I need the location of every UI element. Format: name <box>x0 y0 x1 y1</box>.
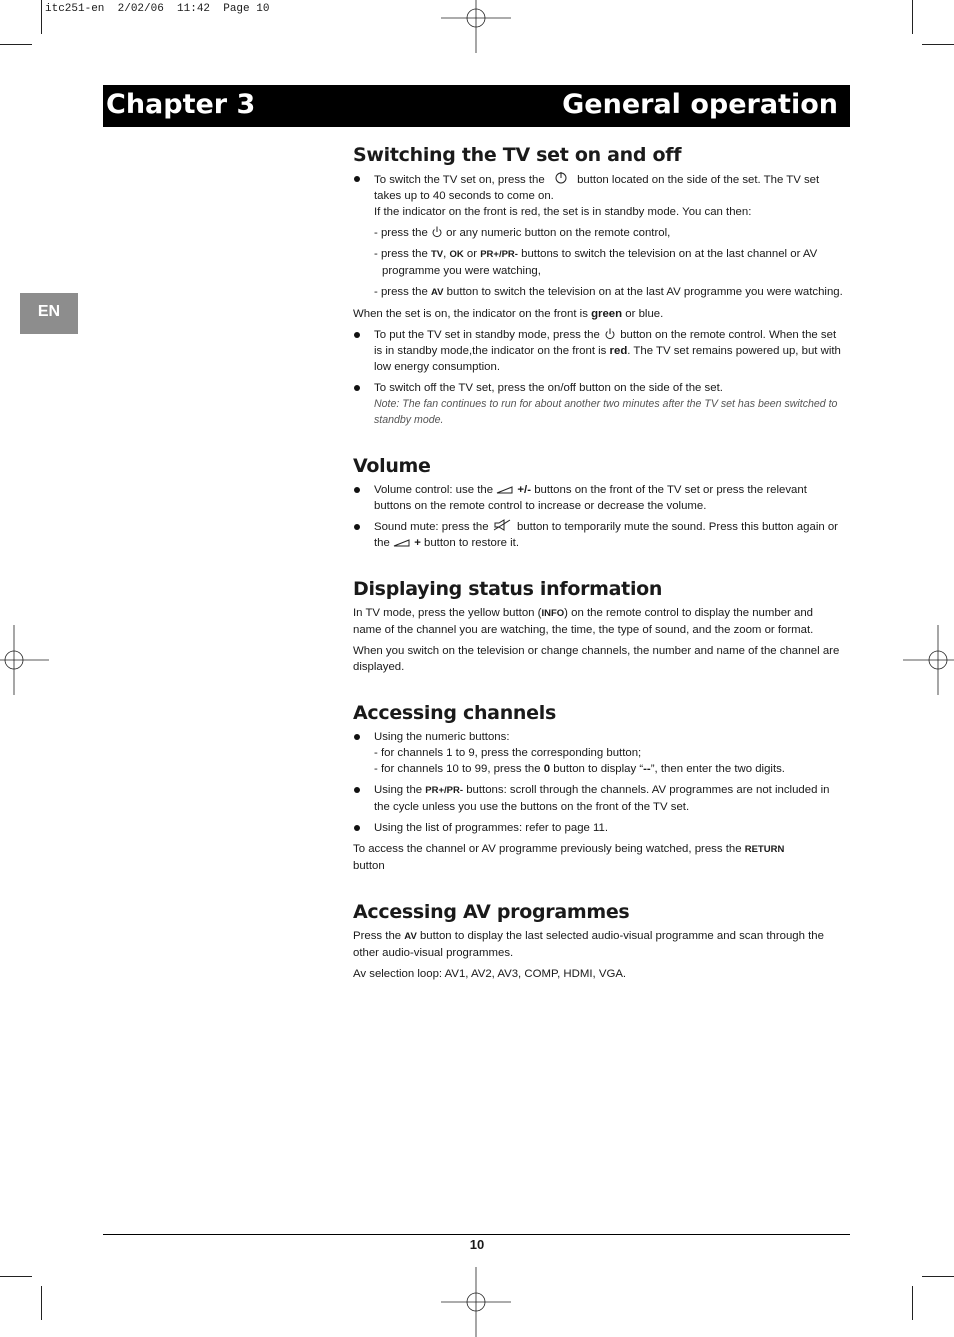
note: Note: The fan continues to run for about another two minutes after the TV set has been switched to standby mode. <box>374 398 838 426</box>
standby-icon <box>603 327 617 340</box>
volume-ramp-icon <box>496 485 514 495</box>
bullet-switch-off: To switch off the TV set, press the on/off button on the side of the set. Note: The fan continues to run for about another two minutes after the TV set has been switched to standby mode. <box>353 380 843 428</box>
bullet-volume-control: Volume control: use the +/- buttons on the front of the TV set or press the relevant buttons on the remote control to increase or decrease the volume. <box>353 482 843 514</box>
section-volume <box>353 454 843 551</box>
chapter-header <box>103 85 850 127</box>
section-av-programmes <box>353 900 843 982</box>
section-heading-channels: Accessing channels <box>353 702 556 724</box>
section-status-info <box>353 577 843 675</box>
section-heading-volume: Volume <box>353 455 431 477</box>
registration-mark-bottom <box>441 1267 511 1337</box>
standby-icon <box>431 225 443 238</box>
list-item: - press the or any numeric button on the remote control, <box>374 227 671 239</box>
section-channels <box>353 701 843 874</box>
section-heading-status: Displaying status information <box>353 578 663 600</box>
paragraph: Av selection loop: AV1, AV2, AV3, COMP, HDMI, VGA. <box>353 968 627 980</box>
language-tab: EN <box>20 293 78 334</box>
paragraph: In TV mode, press the yellow button (INFO) on the remote control to display the number and name of the channel you are watching, the time, the type of sound, and the zoom or format. <box>353 607 814 636</box>
registration-mark-top <box>441 0 511 53</box>
list-item: - press the AV button to switch the television on at the last AV programme you were watching. <box>374 286 843 298</box>
bullet-sound-mute: Sound mute: press the button to temporarily mute the sound. Press this button again or the + button to restore it. <box>353 519 843 551</box>
power-icon <box>548 171 574 185</box>
paragraph: To access the channel or AV programme previously being watched, press the RETURN button <box>353 843 785 872</box>
chapter-title: General operation <box>562 89 838 120</box>
main-content <box>353 143 843 987</box>
bullet-programme-list: Using the list of programmes: refer to page 11. <box>353 820 843 836</box>
section-heading-av: Accessing AV programmes <box>353 901 630 923</box>
print-slug: itc251-en 2/02/06 11:42 Page 10 <box>45 3 270 15</box>
registration-mark-left <box>0 625 49 695</box>
list-item: - press the TV, OK or PR+/PR- buttons to switch the television on at the last channel or AV programme you were watching, <box>374 248 818 277</box>
section-heading-switching: Switching the TV set on and off <box>353 144 682 166</box>
paragraph: When the set is on, the indicator on the front is green or blue. <box>353 308 664 320</box>
registration-mark-right <box>903 625 954 695</box>
footer-rule <box>103 1234 850 1235</box>
bullet-switch-on: To switch the TV set on, press the button located on the side of the set. The TV set takes up to 40 seconds to come on. If the indicator on the front is red, the set is in standby mode. You can then: <box>353 171 843 220</box>
mute-icon <box>492 519 514 532</box>
chapter-number: Chapter 3 <box>106 89 256 120</box>
paragraph: When you switch on the television or change channels, the number and name of the channel are displayed. <box>353 645 840 673</box>
page-number: 10 <box>469 1237 485 1252</box>
bullet-numeric-buttons: Using the numeric buttons: - for channels 1 to 9, press the corresponding button; - for channels 10 to 99, press the 0 button to display “--”, then enter the two digits. <box>353 729 843 777</box>
paragraph: Press the AV button to display the last selected audio-visual programme and scan through the other audio-visual programmes. <box>353 930 824 959</box>
volume-ramp-icon <box>393 538 411 548</box>
bullet-standby: To put the TV set in standby mode, press the button on the remote control. When the set is in standby mode,the indicator on the front is red. The TV set remains powered up, but with low energy consumption. <box>353 327 843 375</box>
bullet-pr-buttons: Using the PR+/PR- buttons: scroll through the channels. AV programmes are not included in the cycle unless you use the buttons on the front of the TV set. <box>353 782 843 815</box>
